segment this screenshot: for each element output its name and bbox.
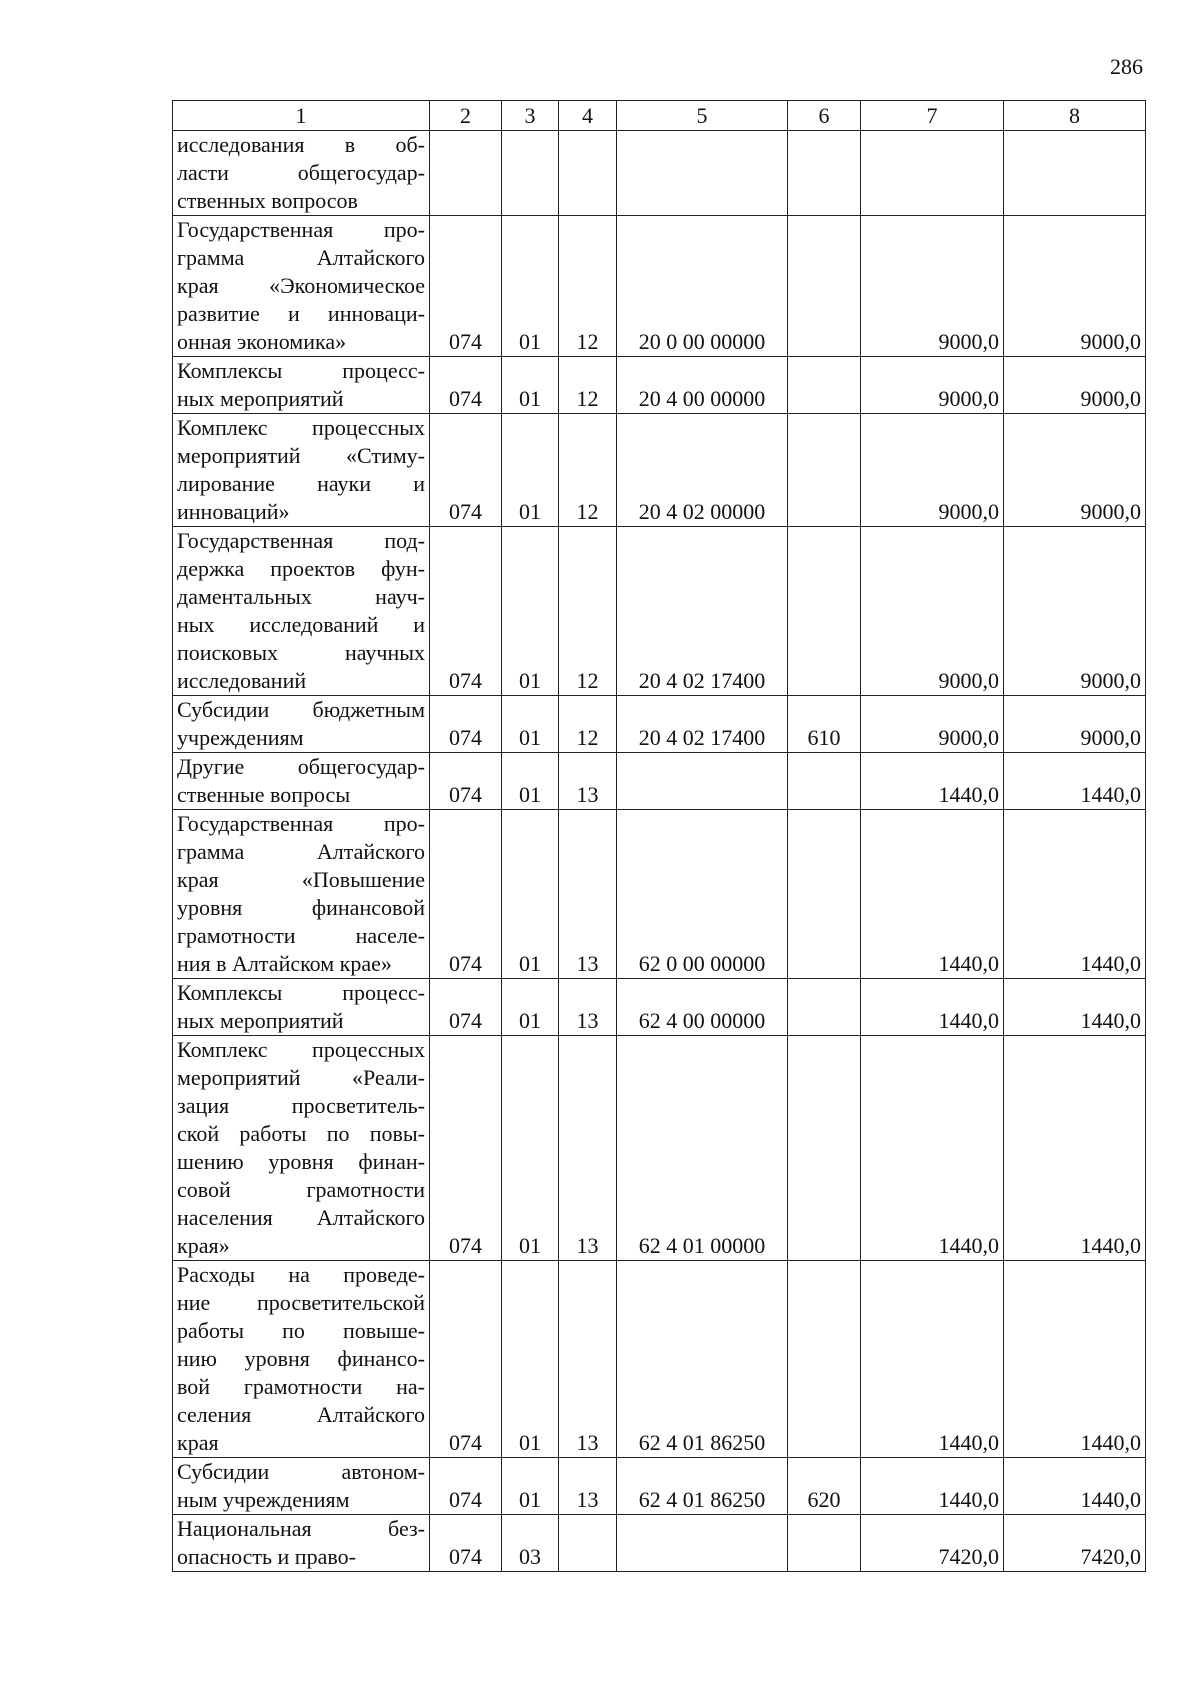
expense-type-cell [788, 357, 861, 414]
item-name-cell [173, 131, 430, 216]
expense-type-cell [788, 979, 861, 1036]
page-number: 286 [1110, 54, 1143, 79]
item-name-cell [173, 753, 430, 810]
amount-cell: 1440,0 [1004, 753, 1146, 810]
item-name-line: ным учреждениям [177, 1487, 350, 1512]
subsection-code-cell: 12 [559, 527, 617, 696]
section-code-cell: 01 [502, 216, 559, 357]
amount-cell: 1440,0 [1004, 1458, 1146, 1515]
admin-code-cell: 074 [430, 414, 502, 527]
item-name-line: края «Экономическое [177, 273, 425, 298]
expense-type-cell: 610 [788, 696, 861, 753]
target-item-code-cell: 20 4 02 00000 [617, 414, 788, 527]
item-name-line: Другие общегосудар- [177, 754, 425, 779]
item-name-line: ных исследований и [177, 612, 425, 637]
item-name-line: Комплексы процесс- [177, 358, 425, 383]
section-code-cell: 01 [502, 696, 559, 753]
subsection-code-cell: 12 [559, 357, 617, 414]
amount-cell: 1440,0 [861, 1036, 1004, 1261]
target-item-code-cell: 20 4 02 17400 [617, 696, 788, 753]
amount-cell: 1440,0 [861, 1458, 1004, 1515]
admin-code-cell: 074 [430, 696, 502, 753]
item-name-line: грамма Алтайского [177, 839, 425, 864]
amount-cell: 1440,0 [861, 810, 1004, 979]
item-name-line: Комплексы процесс- [177, 980, 425, 1005]
item-name-line: края «Повышение [177, 867, 425, 892]
item-name-line: Государственная про- [177, 811, 425, 836]
item-name-line: ласти общегосудар- [177, 160, 425, 185]
target-item-code-cell: 62 4 00 00000 [617, 979, 788, 1036]
column-header: 1 [173, 101, 430, 131]
item-name-line: селения Алтайского [177, 1402, 425, 1427]
column-header: 3 [502, 101, 559, 131]
item-name-line: края» [177, 1233, 230, 1258]
item-name-line: Комплекс процессных [177, 415, 425, 440]
table-row [173, 357, 1146, 414]
amount-cell: 1440,0 [861, 979, 1004, 1036]
target-item-code-cell [617, 1515, 788, 1572]
expense-type-cell [788, 131, 861, 216]
section-code-cell: 01 [502, 414, 559, 527]
item-name-line: развитие и инноваци- [177, 301, 425, 326]
column-header: 6 [788, 101, 861, 131]
subsection-code-cell: 13 [559, 753, 617, 810]
amount-cell: 9000,0 [1004, 216, 1146, 357]
subsection-code-cell [559, 1515, 617, 1572]
admin-code-cell: 074 [430, 810, 502, 979]
target-item-code-cell [617, 131, 788, 216]
amount-cell: 9000,0 [861, 696, 1004, 753]
item-name-line: опасность и право- [177, 1544, 356, 1569]
item-name-line: инноваций» [177, 499, 290, 524]
section-code-cell: 01 [502, 810, 559, 979]
amount-cell [861, 131, 1004, 216]
item-name-line: вой грамотности на- [177, 1374, 425, 1399]
item-name-line: исследований [177, 668, 307, 693]
item-name-line: ственные вопросы [177, 782, 351, 807]
expense-type-cell [788, 527, 861, 696]
admin-code-cell: 074 [430, 753, 502, 810]
item-name-cell [173, 357, 430, 414]
amount-cell: 1440,0 [1004, 810, 1146, 979]
admin-code-cell [430, 131, 502, 216]
subsection-code-cell [559, 131, 617, 216]
subsection-code-cell: 13 [559, 1036, 617, 1261]
target-item-code-cell: 62 4 01 86250 [617, 1261, 788, 1458]
admin-code-cell: 074 [430, 1036, 502, 1261]
subsection-code-cell: 12 [559, 216, 617, 357]
item-name-cell [173, 1458, 430, 1515]
table-row [173, 1261, 1146, 1458]
item-name-line: учреждениям [177, 725, 304, 750]
item-name-line: Национальная без- [177, 1516, 425, 1541]
amount-cell: 9000,0 [1004, 527, 1146, 696]
item-name-cell [173, 696, 430, 753]
admin-code-cell: 074 [430, 357, 502, 414]
item-name-line: зация просветитель- [177, 1093, 425, 1118]
table-body [173, 131, 1146, 1572]
target-item-code-cell [617, 753, 788, 810]
item-name-line: нию уровня финансо- [177, 1346, 425, 1371]
amount-cell: 9000,0 [1004, 357, 1146, 414]
item-name-line: работы по повыше- [177, 1318, 425, 1343]
expense-type-cell [788, 1261, 861, 1458]
amount-cell: 9000,0 [1004, 696, 1146, 753]
section-code-cell [502, 131, 559, 216]
item-name-line: исследования в об- [177, 132, 425, 157]
item-name-line: края [177, 1430, 219, 1455]
target-item-code-cell: 62 0 00 00000 [617, 810, 788, 979]
section-code-cell: 01 [502, 527, 559, 696]
item-name-cell [173, 1036, 430, 1261]
subsection-code-cell: 12 [559, 696, 617, 753]
item-name-line: держка проектов фун- [177, 556, 425, 581]
admin-code-cell: 074 [430, 527, 502, 696]
amount-cell: 1440,0 [861, 1261, 1004, 1458]
item-name-line: шению уровня финан- [177, 1149, 425, 1174]
subsection-code-cell: 12 [559, 414, 617, 527]
expense-type-cell [788, 414, 861, 527]
item-name-line: грамма Алтайского [177, 245, 425, 270]
item-name-cell [173, 979, 430, 1036]
item-name-line: ных мероприятий [177, 386, 344, 411]
item-name-line: грамотности населе- [177, 923, 425, 948]
amount-cell: 1440,0 [1004, 1036, 1146, 1261]
section-code-cell: 01 [502, 357, 559, 414]
section-code-cell: 01 [502, 1261, 559, 1458]
item-name-cell [173, 216, 430, 357]
item-name-line: онная экономика» [177, 329, 347, 354]
table-row [173, 1515, 1146, 1572]
amount-cell: 7420,0 [1004, 1515, 1146, 1572]
subsection-code-cell: 13 [559, 1458, 617, 1515]
section-code-cell: 01 [502, 1458, 559, 1515]
item-name-line: мероприятий «Стиму- [177, 443, 425, 468]
item-name-line: ния в Алтайском крае» [177, 951, 392, 976]
amount-cell: 9000,0 [861, 527, 1004, 696]
column-header: 5 [617, 101, 788, 131]
section-code-cell: 01 [502, 979, 559, 1036]
admin-code-cell: 074 [430, 1261, 502, 1458]
table-row [173, 979, 1146, 1036]
table-row [173, 753, 1146, 810]
item-name-cell [173, 1515, 430, 1572]
subsection-code-cell: 13 [559, 810, 617, 979]
target-item-code-cell: 62 4 01 86250 [617, 1458, 788, 1515]
table-header-row [173, 101, 1146, 131]
table-row [173, 216, 1146, 357]
expense-type-cell [788, 216, 861, 357]
target-item-code-cell: 20 4 00 00000 [617, 357, 788, 414]
section-code-cell: 01 [502, 753, 559, 810]
section-code-cell: 03 [502, 1515, 559, 1572]
item-name-line: даментальных науч- [177, 584, 425, 609]
amount-cell: 9000,0 [861, 414, 1004, 527]
amount-cell: 9000,0 [861, 216, 1004, 357]
item-name-line: ние просветительской [177, 1290, 425, 1315]
table-row [173, 414, 1146, 527]
item-name-line: ской работы по повы- [177, 1121, 425, 1146]
subsection-code-cell: 13 [559, 1261, 617, 1458]
section-code-cell: 01 [502, 1036, 559, 1261]
item-name-line: поисковых научных [177, 640, 425, 665]
expense-type-cell [788, 1515, 861, 1572]
expense-type-cell: 620 [788, 1458, 861, 1515]
budget-table [172, 100, 1146, 1572]
item-name-line: лирование науки и [177, 471, 425, 496]
item-name-line: населения Алтайского [177, 1205, 425, 1230]
table-row [173, 1458, 1146, 1515]
amount-cell: 7420,0 [861, 1515, 1004, 1572]
column-header: 4 [559, 101, 617, 131]
item-name-line: ных мероприятий [177, 1008, 344, 1033]
item-name-line: Государственная под- [177, 528, 425, 553]
item-name-line: уровня финансовой [177, 895, 425, 920]
admin-code-cell: 074 [430, 1515, 502, 1572]
column-header: 8 [1004, 101, 1146, 131]
expense-type-cell [788, 753, 861, 810]
amount-cell: 1440,0 [861, 753, 1004, 810]
amount-cell: 9000,0 [861, 357, 1004, 414]
table-row [173, 696, 1146, 753]
item-name-cell [173, 1261, 430, 1458]
item-name-line: Комплекс процессных [177, 1037, 425, 1062]
column-header: 7 [861, 101, 1004, 131]
table-row [173, 131, 1146, 216]
item-name-cell [173, 810, 430, 979]
item-name-cell [173, 527, 430, 696]
expense-type-cell [788, 1036, 861, 1261]
admin-code-cell: 074 [430, 1458, 502, 1515]
item-name-line: совой грамотности [177, 1177, 425, 1202]
item-name-line: Расходы на проведе- [177, 1262, 425, 1287]
subsection-code-cell: 13 [559, 979, 617, 1036]
table-row [173, 810, 1146, 979]
amount-cell [1004, 131, 1146, 216]
item-name-line: Субсидии автоном- [177, 1459, 425, 1484]
item-name-cell [173, 414, 430, 527]
amount-cell: 1440,0 [1004, 979, 1146, 1036]
admin-code-cell: 074 [430, 979, 502, 1036]
column-header: 2 [430, 101, 502, 131]
item-name-line: Субсидии бюджетным [177, 697, 425, 722]
item-name-line: мероприятий «Реали- [177, 1065, 425, 1090]
table-row [173, 527, 1146, 696]
target-item-code-cell: 20 0 00 00000 [617, 216, 788, 357]
item-name-line: ственных вопросов [177, 188, 358, 213]
amount-cell: 9000,0 [1004, 414, 1146, 527]
amount-cell: 1440,0 [1004, 1261, 1146, 1458]
target-item-code-cell: 20 4 02 17400 [617, 527, 788, 696]
admin-code-cell: 074 [430, 216, 502, 357]
item-name-line: Государственная про- [177, 217, 425, 242]
table-row [173, 1036, 1146, 1261]
expense-type-cell [788, 810, 861, 979]
target-item-code-cell: 62 4 01 00000 [617, 1036, 788, 1261]
